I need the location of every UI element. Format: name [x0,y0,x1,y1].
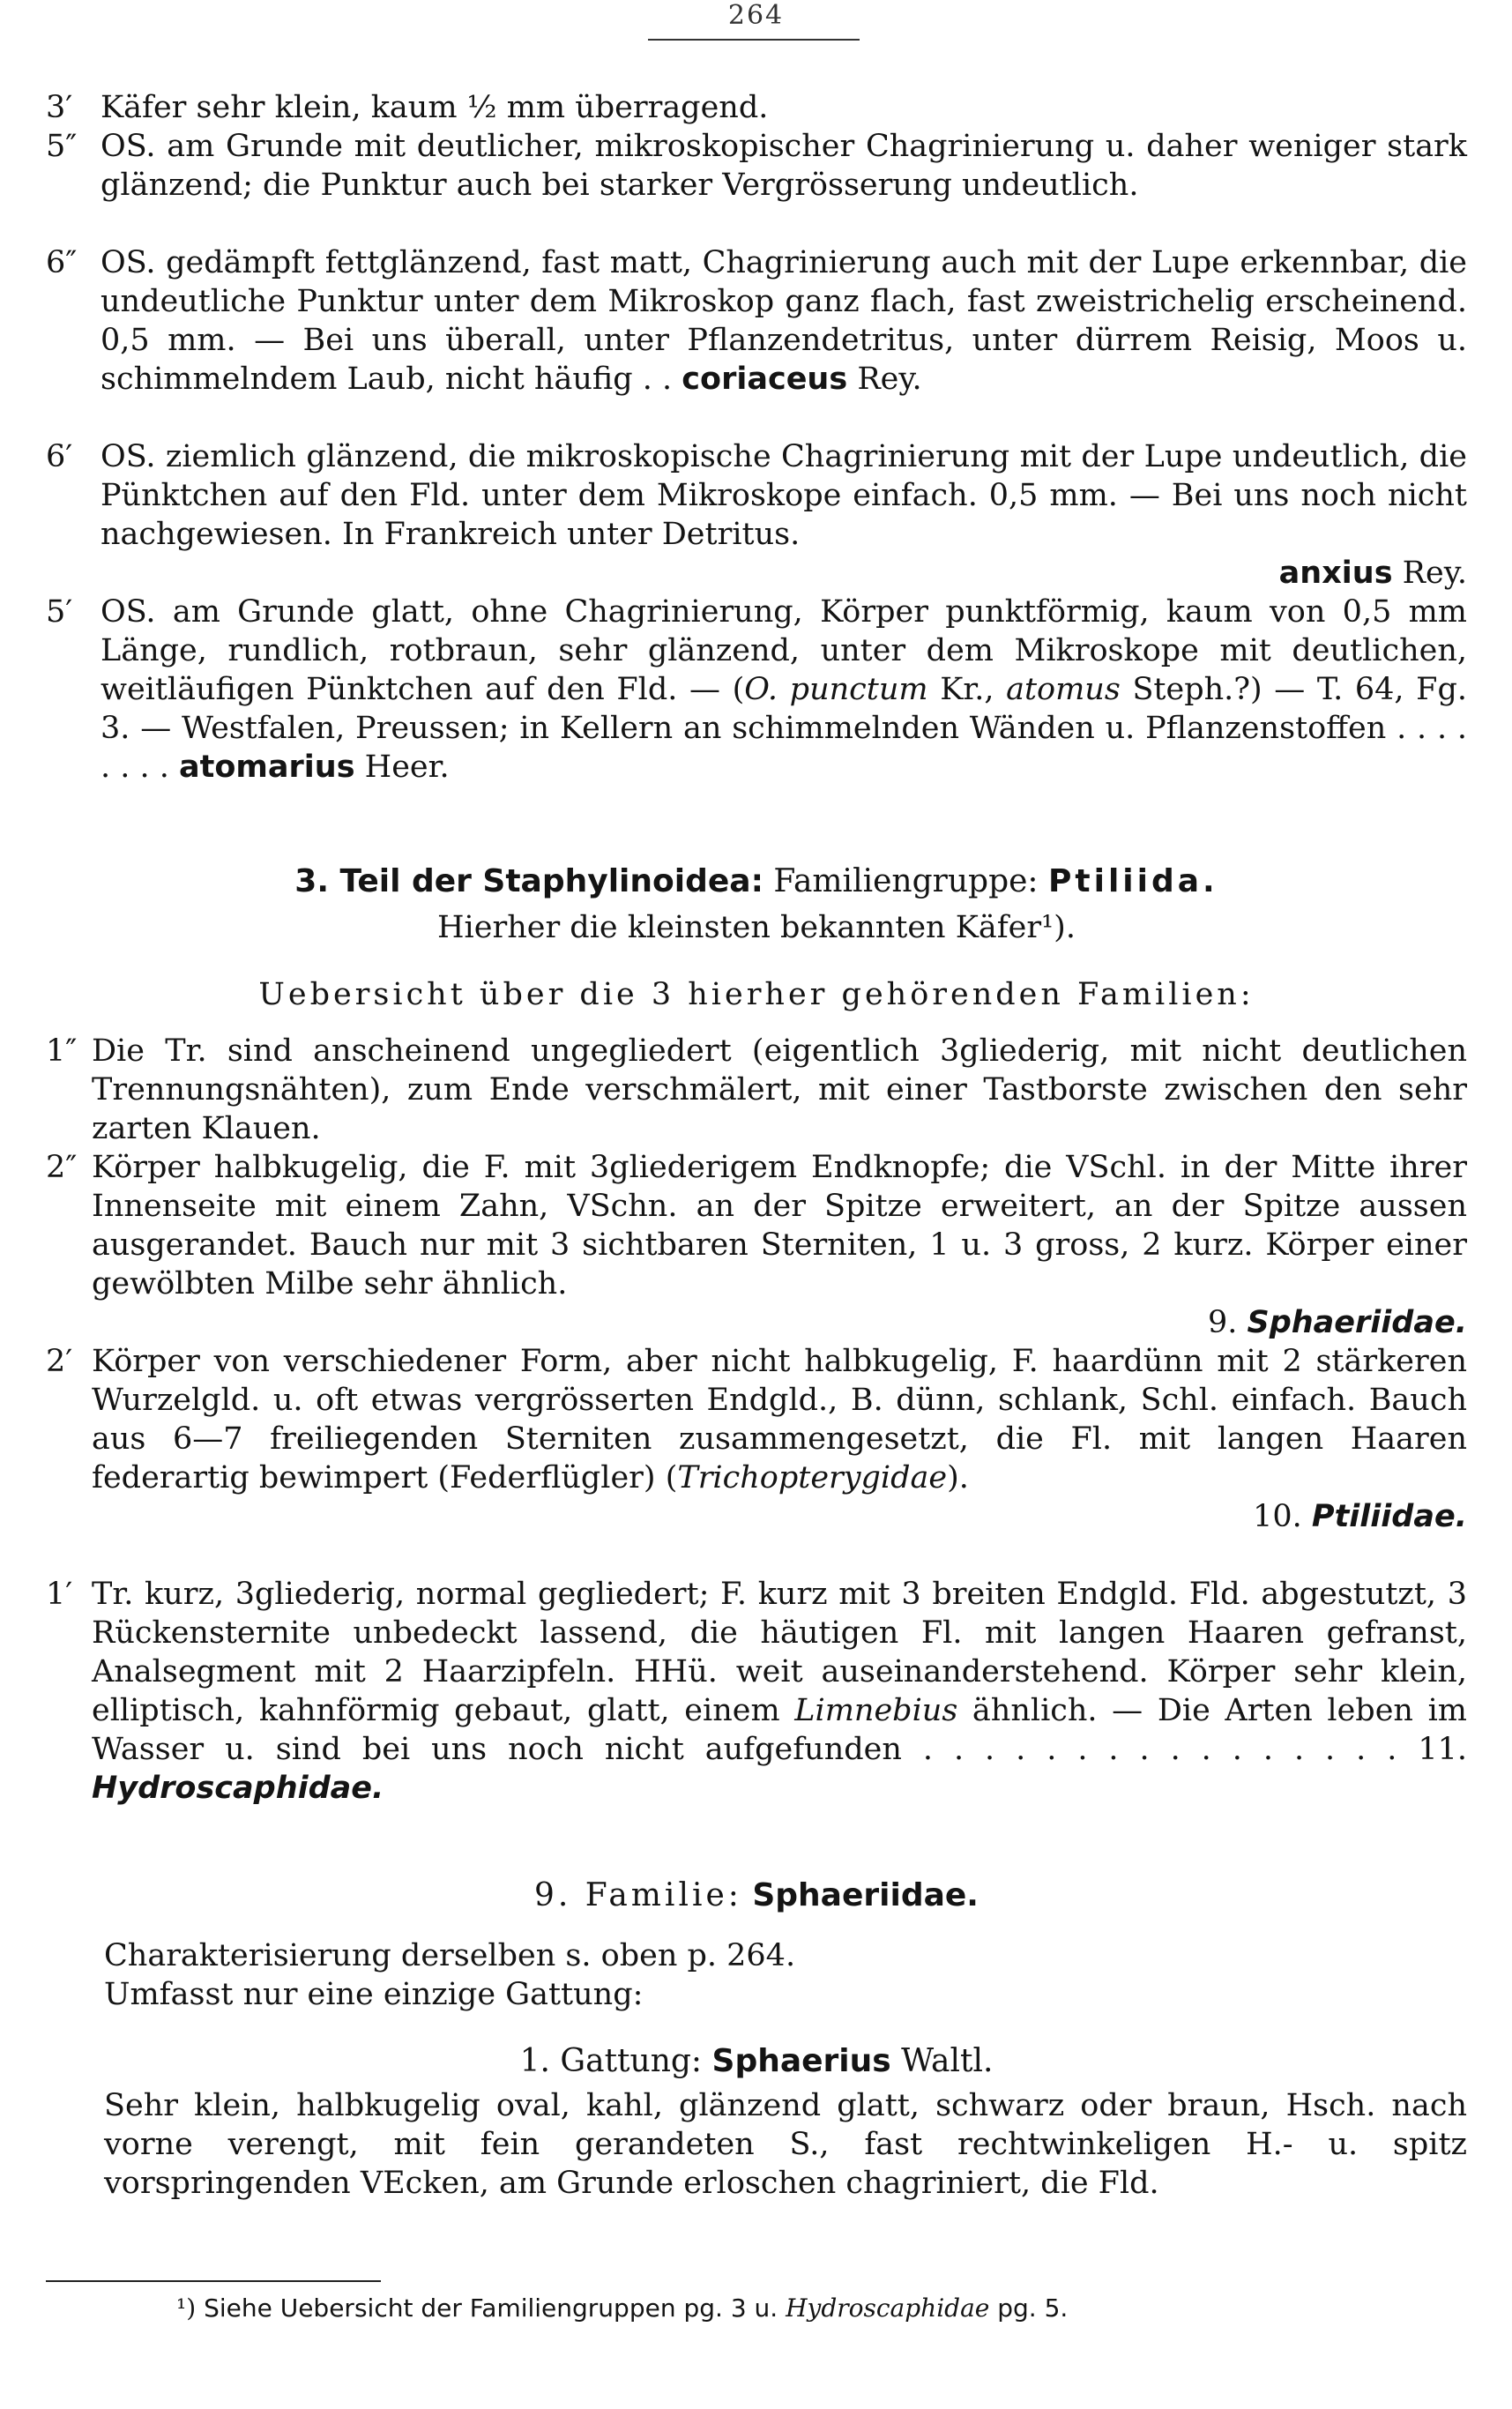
section-subheading: Hierher die kleinsten bekannten Käfer¹). [437,910,1076,945]
family-key-1dprime: 1″ Die Tr. sind anscheinend ungegliedert (eigentlich 3gliederig, mit nicht deutlichen Trennungsnähten), zum Ende verschmälert, mit einer Tastborste zwischen den sehr zarten Klauen. [46,1033,1467,1146]
family-name: Ptiliidae. [1311,1499,1467,1534]
family-key-1prime: 1′ Tr. kurz, 3gliederig, normal gegliedert; F. kurz mit 3 breiten Endgld. Fld. abgestutzt, 3 Rückensternite unbedeckt lassend, die häutigen Fl. mit langen Haaren gefranst, Analsegment mit 2 Haarzipfeln. HHü. weit auseinanderstehend. Körper sehr klein, elliptisch, kahnförmig gebaut, glatt, einem Limnebius ähnlich. — Die Arten leben im Wasser u. sind bei uns noch nicht aufgefunden . . . . . . . . . . . . . . . . 11. Hydroscaphidae. [46,1577,1467,1806]
key-entry-5dprime: 5″ OS. am Grunde mit deutlicher, mikroskopischer Chagrinierung u. daher weniger stark glänzend; die Punktur auch bei starker Vergrösserung undeutlich. [46,129,1467,203]
key-entry-6dprime: 6″ OS. gedämpft fettglänzend, fast matt, Chagrinierung auch mit der Lupe erkennbar, die undeutliche Punktur unter dem Mikroskop ganz flach, fast zweistrichelig erscheinend. 0,5 mm. — Bei uns überall, unter Pflanzendetritus, unter dürrem Reisig, Moos u. schimmelndem Laub, nicht häufig . . coriaceus Rey. [46,245,1467,397]
footnote-rule [46,2280,381,2282]
family-heading: 9. Familie: Sphaeriidae. [534,1877,979,1913]
family-name: Hydroscaphidae. [92,1771,384,1806]
key-entry-5prime: 5′ OS. am Grunde glatt, ohne Chagrinierung, Körper punktförmig, kaum von 0,5 mm Länge, rundlich, rotbraun, sehr glänzend, unter dem Mikroskope mit deutlichen, weitläufigen Pünktchen auf den Fld. — (O. punctum Kr., atomus Steph.?) — T. 64, Fg. 3. — Westfalen, Preussen; in Kellern an schimmelnden Wänden u. Pflanzenstoffen . . . . . . . . atomarius Heer. [46,594,1467,785]
family-key-2dprime: 2″ Körper halbkugelig, die F. mit 3gliederigem Endknopfe; die VSchl. in der Mitte ihrer Innenseite mit einem Zahn, VSchn. an der Spitze erweitert, an der Spitze aussen ausgerandet. Bauch nur mit 3 sichtbaren Sterniten, 1 u. 3 gross, 2 kurz. Körper einer gewölbten Milbe sehr ähnlich. 9. Sphaeriidae. [46,1150,1467,1340]
species-author: Heer. [364,750,450,785]
family-characterization: Charakterisierung derselben s. oben p. 264. [104,1938,796,1973]
family-name: Sphaeriidae. [1247,1305,1467,1340]
genus-heading: 1. Gattung: Sphaerius Waltl. [519,2043,994,2079]
page-number: 264 [727,0,785,31]
species-name: coriaceus [682,362,848,397]
footnote: ¹) Siehe Uebersicht der Familiengruppen pg. 3 u. Hydroscaphidae pg. 5. [176,2293,1069,2323]
family-scope: Umfasst nur eine einzige Gattung: [104,1977,644,2012]
species-name: atomarius [179,750,355,785]
species-name: anxius [1278,556,1393,591]
family-key-2prime: 2′ Körper von verschiedener Form, aber nicht halbkugelig, F. haardünn mit 2 stärkeren Wurzelgld. u. oft etwas vergrösserten Endgld., B. dünn, schlank, Schl. einfach. Bauch aus 6—7 freiliegenden Sterniten zusammengesetzt, die Fl. mit langen Haaren federartig bewimpert (Federflügler) (Trichopterygidae). 10. Ptiliidae. [46,1344,1467,1534]
species-author: Rey. [857,362,922,397]
key-entry-6prime: 6′ OS. ziemlich glänzend, die mikroskopische Chagrinierung mit der Lupe undeutlich, die Pünktchen auf den Fld. unter dem Mikroskope einfach. 0,5 mm. — Bei uns noch nicht nachgewiesen. In Frankreich unter Detritus. anxius Rey. [46,439,1467,591]
overview-title: Uebersicht über die 3 hierher gehörenden Familien: [258,977,1255,1012]
page-number-rule [648,39,860,41]
section-heading: 3. Teil der Staphylinoidea: Familiengruppe: Ptiliida. [294,863,1218,899]
key-entry-3prime: 3′ Käfer sehr klein, kaum ½ mm überragend. [46,90,769,125]
species-author: Rey. [1402,556,1467,591]
genus-description: Sehr klein, halbkugelig oval, kahl, glänzend glatt, schwarz oder braun, Hsch. nach vorne verengt, mit fein gerandeten S., fast rechtwinkeligen H.- u. spitz vorspringenden VEcken, am Grunde erloschen chagriniert, die Fld. [104,2088,1467,2201]
